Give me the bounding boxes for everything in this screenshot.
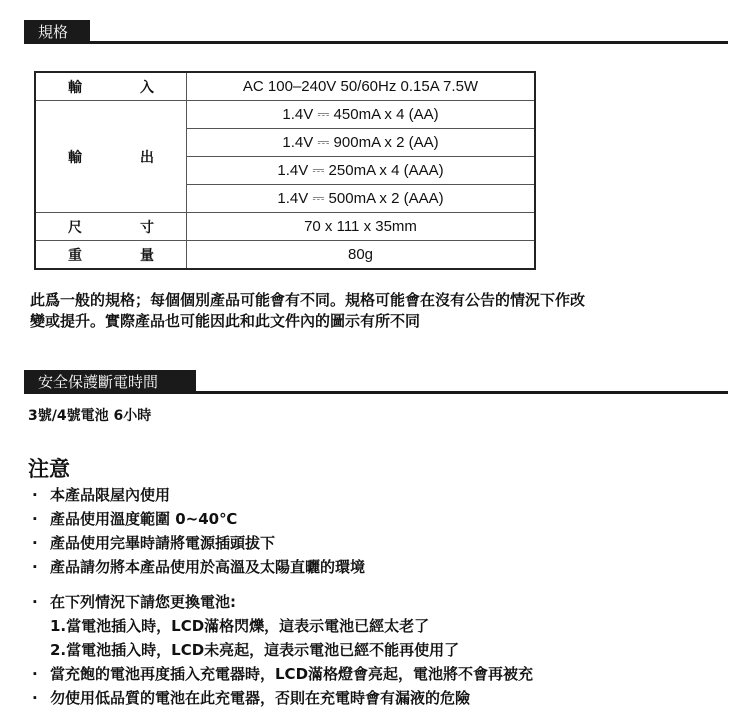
bullet-icon: · (32, 665, 38, 683)
spec-label-input: 輸 入 (35, 72, 187, 101)
spec-label-size: 尺 寸 (35, 213, 187, 241)
spec-value-output-4: 1.4V ⎓ 500mA x 2 (AAA) (187, 185, 536, 213)
bullet-icon: · (32, 510, 38, 528)
bullet-icon: · (32, 689, 38, 707)
list-item: · 產品使用完畢時請將電源插頭拔下 (30, 531, 365, 555)
bullet-icon: · (32, 486, 38, 504)
bullet-icon: · (32, 558, 38, 576)
spec-table (34, 71, 536, 270)
list-item: 1.當電池插入時，LCD滿格閃爍，這表示電池已經太老了 (50, 617, 430, 635)
spec-label-output: 輸 出 (35, 101, 187, 213)
table-row (35, 72, 535, 101)
spec-value-output-2: 1.4V ⎓ 900mA x 2 (AA) (187, 129, 536, 157)
spec-value-size: 70 x 111 x 35mm (187, 213, 536, 241)
spec-value-output-1: 1.4V ⎓ 450mA x 4 (AA) (187, 101, 536, 129)
spec-section-header (24, 20, 728, 44)
spec-section-rule (24, 41, 728, 44)
list-item: 2.當電池插入時，LCD未亮起，這表示電池已經不能再使用了 (50, 641, 460, 659)
spec-label-weight: 重 量 (35, 241, 187, 270)
list-item: · 產品請勿將本產品使用於高溫及太陽直曬的環境 (30, 555, 365, 579)
spec-note-line-1: 此爲一般的規格；每個個別產品可能會有不同。規格可能會在沒有公告的情況下作改 (30, 291, 586, 309)
list-item: · 產品使用溫度範圍 0~40℃ (30, 507, 365, 531)
battery-time-text: 3號/4號電池 6小時 (28, 408, 152, 424)
list-item: · 在下列情況下請您更換電池: (30, 590, 533, 614)
safety-section-rule (24, 391, 728, 394)
bullet-icon: · (32, 534, 38, 552)
replace-list (30, 590, 533, 710)
table-row (35, 101, 535, 129)
list-item: · 當充飽的電池再度插入充電器時，LCD滿格燈會亮起，電池將不會再被充 (30, 662, 533, 686)
spec-value-weight: 80g (187, 241, 536, 270)
list-item: · 勿使用低品質的電池在此充電器，否則在充電時會有漏液的危險 (30, 686, 533, 710)
caution-list (30, 483, 365, 579)
bullet-icon: · (32, 593, 38, 611)
safety-section-title: 安全保護斷電時間 (24, 370, 196, 394)
table-row (35, 241, 535, 270)
table-row (35, 213, 535, 241)
spec-note (30, 290, 720, 332)
spec-note-line-2: 變或提升。實際產品也可能因此和此文件內的圖示有所不同 (30, 312, 421, 330)
spec-value-input: AC 100–240V 50/60Hz 0.15A 7.5W (187, 72, 536, 101)
spec-section-title: 規格 (24, 20, 90, 44)
list-item: · 本產品限屋內使用 (30, 483, 365, 507)
spec-value-output-3: 1.4V ⎓ 250mA x 4 (AAA) (187, 157, 536, 185)
caution-title: 注意 (28, 457, 70, 481)
safety-section-header (24, 370, 728, 394)
